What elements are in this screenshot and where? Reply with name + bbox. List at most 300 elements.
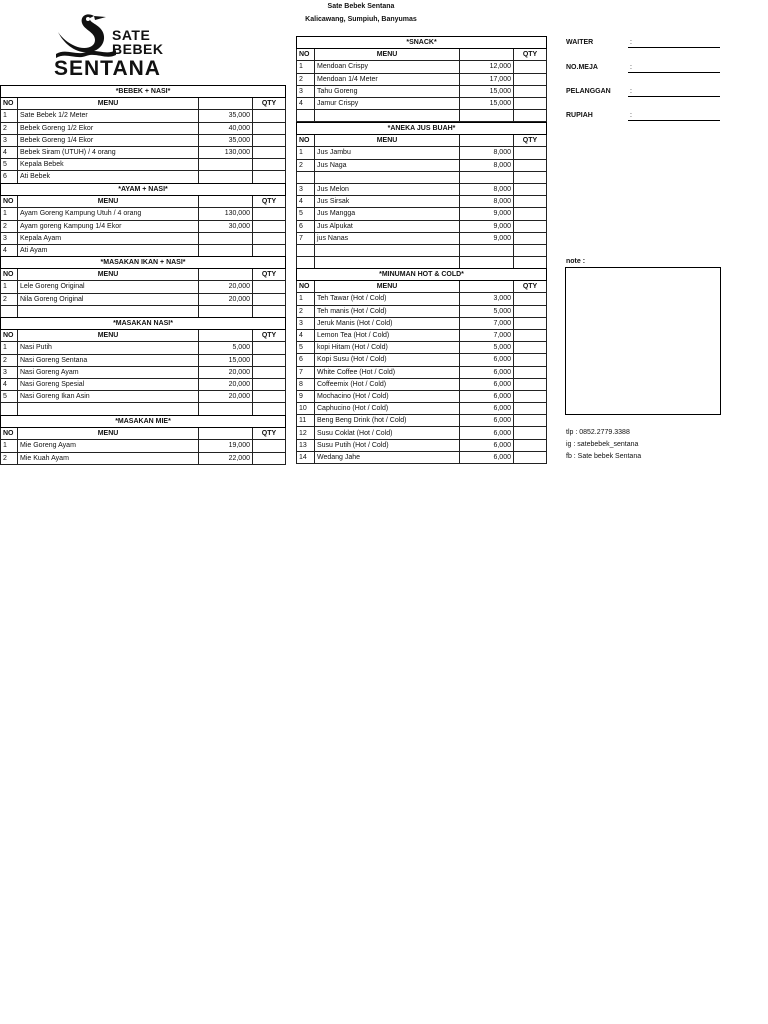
item-no [297, 110, 315, 122]
item-name: Teh Tawar (Hot / Cold) [315, 293, 460, 305]
no-meja-colon: : [630, 64, 632, 71]
item-no: 8 [297, 378, 315, 390]
pelanggan-colon: : [630, 88, 632, 95]
qty-cell[interactable] [253, 452, 286, 464]
menu-row [297, 208, 547, 220]
col-qty-header: QTY [253, 330, 286, 342]
col-no-header: NO [1, 330, 18, 342]
qty-cell[interactable] [514, 196, 547, 208]
item-price [460, 257, 514, 269]
col-no-header: NO [297, 281, 315, 293]
qty-cell[interactable] [253, 440, 286, 452]
section-title: *ANEKA JUS BUAH* [297, 123, 547, 135]
col-price-header [460, 281, 514, 293]
contact-instagram: ig : satebebek_sentana [566, 441, 639, 448]
qty-cell[interactable] [253, 366, 286, 378]
col-menu-header: MENU [18, 196, 199, 208]
menu-row [1, 110, 286, 122]
item-no: 3 [297, 317, 315, 329]
section-title-row [297, 123, 547, 135]
menu-row [1, 391, 286, 403]
item-name: Jus Sirsak [315, 196, 460, 208]
item-no: 2 [1, 122, 18, 134]
item-price: 35,000 [199, 110, 253, 122]
item-name: Mendoan 1/4 Meter [315, 73, 460, 85]
qty-cell[interactable] [253, 342, 286, 354]
item-name [315, 110, 460, 122]
item-no: 1 [1, 440, 18, 452]
qty-cell[interactable] [514, 329, 547, 341]
item-price: 6,000 [460, 390, 514, 402]
column-header-row [1, 269, 286, 281]
qty-cell[interactable] [514, 159, 547, 171]
menu-row [297, 439, 547, 451]
item-no: 1 [1, 110, 18, 122]
item-name: Nasi Goreng Spesial [18, 378, 199, 390]
item-no: 2 [1, 293, 18, 305]
item-price: 22,000 [199, 452, 253, 464]
item-name: Beng Beng Drink (hot / Cold) [315, 415, 460, 427]
menu-row [297, 257, 547, 269]
item-price [199, 232, 253, 244]
item-price: 35,000 [199, 134, 253, 146]
item-name: Nasi Putih [18, 342, 199, 354]
qty-cell[interactable] [514, 183, 547, 195]
col-qty-header: QTY [253, 196, 286, 208]
pelanggan-field[interactable] [628, 96, 720, 97]
item-name [315, 244, 460, 256]
qty-cell[interactable] [253, 391, 286, 403]
item-name: Jus Naga [315, 159, 460, 171]
section-title: *MASAKAN NASI* [1, 318, 286, 330]
item-price: 8,000 [460, 147, 514, 159]
menu-row [297, 317, 547, 329]
section-title: *AYAM + NASI* [1, 184, 286, 196]
item-no [297, 244, 315, 256]
item-no: 14 [297, 451, 315, 463]
menu-row [1, 146, 286, 158]
qty-cell[interactable] [514, 378, 547, 390]
restaurant-logo [52, 10, 176, 80]
qty-cell[interactable] [253, 159, 286, 171]
item-price: 130,000 [199, 146, 253, 158]
item-no: 3 [297, 183, 315, 195]
qty-cell[interactable] [514, 73, 547, 85]
qty-cell[interactable] [514, 171, 547, 183]
col-qty-header: QTY [514, 135, 547, 147]
col-menu-header: MENU [18, 98, 199, 110]
item-price [199, 403, 253, 415]
qty-cell[interactable] [514, 232, 547, 244]
qty-cell[interactable] [514, 439, 547, 451]
item-no: 7 [297, 232, 315, 244]
item-name: Kopi Susu (Hot / Cold) [315, 354, 460, 366]
item-no: 5 [297, 208, 315, 220]
item-no: 2 [1, 452, 18, 464]
item-price: 6,000 [460, 354, 514, 366]
item-price: 9,000 [460, 208, 514, 220]
item-no: 5 [1, 159, 18, 171]
item-price: 7,000 [460, 317, 514, 329]
menu-row [297, 378, 547, 390]
item-name: Mie Kuah Ayam [18, 452, 199, 464]
qty-cell[interactable] [514, 390, 547, 402]
menu-section-masakan-mie [0, 415, 286, 465]
item-price [460, 244, 514, 256]
item-name: Lele Goreng Original [18, 281, 199, 293]
section-title: *SNACK* [297, 37, 547, 49]
logo-text-bebek: BEBEK [112, 41, 164, 57]
section-title-row [1, 86, 286, 98]
qty-cell[interactable] [253, 403, 286, 415]
swan-logo-icon [54, 10, 118, 58]
restaurant-name: Sate Bebek Sentana [327, 3, 395, 10]
item-price: 9,000 [460, 232, 514, 244]
menu-section-jus-buah [296, 122, 547, 269]
qty-cell[interactable] [253, 232, 286, 244]
col-no-header: NO [297, 49, 315, 61]
menu-row [297, 73, 547, 85]
qty-cell[interactable] [514, 85, 547, 97]
menu-row [1, 208, 286, 220]
qty-cell[interactable] [253, 146, 286, 158]
restaurant-address: Kalicawang, Sumpiuh, Banyumas [305, 16, 417, 23]
menu-section-ayam-nasi [0, 183, 286, 257]
item-no: 1 [1, 281, 18, 293]
col-qty-header: QTY [253, 269, 286, 281]
qty-cell[interactable] [514, 305, 547, 317]
item-name: Ati Ayam [18, 244, 199, 256]
col-price-header [199, 98, 253, 110]
menu-row [1, 305, 286, 317]
waiter-colon: : [630, 39, 632, 46]
item-name: Nasi Goreng Ikan Asin [18, 391, 199, 403]
item-no: 1 [297, 147, 315, 159]
menu-row [1, 122, 286, 134]
menu-row [297, 220, 547, 232]
item-name: Susu Coklat (Hot / Cold) [315, 427, 460, 439]
item-price [460, 110, 514, 122]
item-no: 9 [297, 390, 315, 402]
item-price [199, 171, 253, 183]
item-no: 6 [297, 354, 315, 366]
rupiah-colon: : [630, 112, 632, 119]
qty-cell[interactable] [514, 354, 547, 366]
item-price [199, 159, 253, 171]
item-name: Kepala Ayam [18, 232, 199, 244]
qty-cell[interactable] [253, 171, 286, 183]
column-header-row [297, 49, 547, 61]
item-name: Bebek Siram (UTUH) / 4 orang [18, 146, 199, 158]
item-name: Ayam goreng Kampung 1/4 Ekor [18, 220, 199, 232]
item-price: 9,000 [460, 220, 514, 232]
menu-row [1, 342, 286, 354]
section-title-row [1, 318, 286, 330]
menu-row [297, 244, 547, 256]
menu-row [297, 366, 547, 378]
item-no: 4 [1, 378, 18, 390]
item-no: 4 [297, 196, 315, 208]
qty-cell[interactable] [514, 317, 547, 329]
item-name: Mie Goreng Ayam [18, 440, 199, 452]
item-price: 12,000 [460, 61, 514, 73]
item-name: kopi Hitam (Hot / Cold) [315, 342, 460, 354]
qty-cell[interactable] [253, 378, 286, 390]
item-price: 19,000 [199, 440, 253, 452]
col-price-header [199, 196, 253, 208]
qty-cell[interactable] [253, 134, 286, 146]
item-no: 4 [297, 97, 315, 109]
qty-cell[interactable] [514, 97, 547, 109]
item-name: Kepala Bebek [18, 159, 199, 171]
menu-row [1, 134, 286, 146]
rupiah-field[interactable] [628, 120, 720, 121]
qty-cell[interactable] [253, 220, 286, 232]
column-header-row [297, 281, 547, 293]
col-price-header [199, 269, 253, 281]
menu-row [1, 403, 286, 415]
item-no: 10 [297, 403, 315, 415]
qty-cell[interactable] [253, 305, 286, 317]
item-no: 11 [297, 415, 315, 427]
item-price: 6,000 [460, 378, 514, 390]
item-no: 6 [297, 220, 315, 232]
col-no-header: NO [1, 98, 18, 110]
item-name: Bebek Goreng 1/4 Ekor [18, 134, 199, 146]
qty-cell[interactable] [253, 110, 286, 122]
menu-row [297, 232, 547, 244]
item-name: Ati Bebek [18, 171, 199, 183]
item-price: 5,000 [460, 342, 514, 354]
note-box[interactable] [565, 267, 721, 415]
menu-row [297, 329, 547, 341]
menu-row [297, 171, 547, 183]
col-menu-header: MENU [315, 49, 460, 61]
item-no: 3 [1, 232, 18, 244]
item-no [297, 171, 315, 183]
item-no: 2 [297, 305, 315, 317]
item-name: Lemon Tea (Hot / Cold) [315, 329, 460, 341]
column-header-row [1, 196, 286, 208]
item-price: 6,000 [460, 366, 514, 378]
item-no: 2 [297, 73, 315, 85]
item-no: 13 [297, 439, 315, 451]
qty-cell[interactable] [253, 293, 286, 305]
item-name: Nasi Goreng Sentana [18, 354, 199, 366]
qty-cell[interactable] [253, 281, 286, 293]
qty-cell[interactable] [514, 427, 547, 439]
menu-row [297, 390, 547, 402]
item-price: 20,000 [199, 281, 253, 293]
qty-cell[interactable] [514, 61, 547, 73]
menu-row [297, 305, 547, 317]
qty-cell[interactable] [514, 451, 547, 463]
item-price: 5,000 [199, 342, 253, 354]
menu-row [1, 440, 286, 452]
item-price: 8,000 [460, 196, 514, 208]
no-meja-field[interactable] [628, 72, 720, 73]
item-no: 1 [1, 208, 18, 220]
menu-row [1, 293, 286, 305]
item-no: 2 [1, 354, 18, 366]
section-title: *MASAKAN MIE* [1, 416, 286, 428]
item-no: 3 [297, 85, 315, 97]
item-price: 15,000 [460, 85, 514, 97]
item-no: 1 [297, 293, 315, 305]
menu-row [297, 354, 547, 366]
menu-row [297, 97, 547, 109]
col-no-header: NO [1, 269, 18, 281]
menu-row [297, 183, 547, 195]
qty-cell[interactable] [514, 342, 547, 354]
item-name: Jamur Crispy [315, 97, 460, 109]
menu-row [297, 147, 547, 159]
qty-cell[interactable] [514, 147, 547, 159]
item-no: 3 [1, 366, 18, 378]
item-price: 20,000 [199, 366, 253, 378]
qty-cell[interactable] [514, 403, 547, 415]
item-name: Nasi Goreng Ayam [18, 366, 199, 378]
item-price: 6,000 [460, 439, 514, 451]
item-no: 1 [1, 342, 18, 354]
item-price: 6,000 [460, 451, 514, 463]
item-price [199, 305, 253, 317]
item-name: Teh manis (Hot / Cold) [315, 305, 460, 317]
rupiah-label: RUPIAH [566, 112, 593, 119]
item-no [1, 305, 18, 317]
qty-cell[interactable] [514, 110, 547, 122]
item-no: 4 [297, 329, 315, 341]
item-name: Mochacino (Hot / Cold) [315, 390, 460, 402]
column-header-row [1, 98, 286, 110]
menu-section-ikan-nasi [0, 256, 286, 318]
item-no: 12 [297, 427, 315, 439]
col-menu-header: MENU [315, 135, 460, 147]
section-title: *MINUMAN HOT & COLD* [297, 269, 547, 281]
col-price-header [199, 330, 253, 342]
item-price: 20,000 [199, 391, 253, 403]
item-price: 8,000 [460, 159, 514, 171]
col-price-header [460, 135, 514, 147]
col-qty-header: QTY [514, 281, 547, 293]
menu-row [1, 171, 286, 183]
item-no: 2 [1, 220, 18, 232]
qty-cell[interactable] [253, 354, 286, 366]
col-menu-header: MENU [315, 281, 460, 293]
qty-cell[interactable] [253, 122, 286, 134]
menu-row [297, 196, 547, 208]
menu-row [1, 232, 286, 244]
menu-row [297, 85, 547, 97]
item-name: Jeruk Manis (Hot / Cold) [315, 317, 460, 329]
item-name: Sate Bebek 1/2 Meter [18, 110, 199, 122]
section-title-row [297, 269, 547, 281]
item-name: Jus Alpukat [315, 220, 460, 232]
item-name: Jus Melon [315, 183, 460, 195]
qty-cell[interactable] [514, 257, 547, 269]
item-no: 1 [297, 61, 315, 73]
qty-cell[interactable] [514, 293, 547, 305]
qty-cell[interactable] [514, 366, 547, 378]
menu-section-minuman [296, 268, 547, 464]
column-header-row [297, 135, 547, 147]
item-name [18, 403, 199, 415]
col-price-header [460, 49, 514, 61]
waiter-field[interactable] [628, 47, 720, 48]
no-meja-label: NO.MEJA [566, 64, 598, 71]
item-name: Wedang Jahe [315, 451, 460, 463]
menu-row [1, 220, 286, 232]
qty-cell[interactable] [514, 244, 547, 256]
item-no: 7 [297, 366, 315, 378]
item-no: 5 [1, 391, 18, 403]
item-price: 5,000 [460, 305, 514, 317]
item-price: 30,000 [199, 220, 253, 232]
item-name: Nila Goreng Original [18, 293, 199, 305]
item-name: Jus Mangga [315, 208, 460, 220]
item-price: 3,000 [460, 293, 514, 305]
item-price: 6,000 [460, 427, 514, 439]
col-no-header: NO [1, 428, 18, 440]
item-price: 20,000 [199, 293, 253, 305]
logo-text-sentana: SENTANA [54, 57, 161, 80]
qty-cell[interactable] [514, 220, 547, 232]
menu-row [297, 293, 547, 305]
item-price: 15,000 [460, 97, 514, 109]
item-name: Coffeemix (Hot / Cold) [315, 378, 460, 390]
col-qty-header: QTY [253, 428, 286, 440]
note-label: note : [566, 258, 586, 265]
menu-section-bebek-nasi [0, 85, 286, 184]
item-no [1, 403, 18, 415]
menu-row [297, 403, 547, 415]
item-price: 40,000 [199, 122, 253, 134]
qty-cell[interactable] [253, 244, 286, 256]
item-name: Mendoan Crispy [315, 61, 460, 73]
item-name: Ayam Goreng Kampung Utuh / 4 orang [18, 208, 199, 220]
item-name: jus Nanas [315, 232, 460, 244]
item-price: 20,000 [199, 378, 253, 390]
item-name: White Coffee (Hot / Cold) [315, 366, 460, 378]
qty-cell[interactable] [514, 415, 547, 427]
col-no-header: NO [1, 196, 18, 208]
menu-row [1, 159, 286, 171]
item-price: 6,000 [460, 403, 514, 415]
item-name [315, 257, 460, 269]
qty-cell[interactable] [253, 208, 286, 220]
menu-row [1, 452, 286, 464]
logo-text-sate: SATE [112, 27, 151, 43]
menu-row [297, 61, 547, 73]
item-no: 5 [297, 342, 315, 354]
qty-cell[interactable] [514, 208, 547, 220]
menu-section-masakan-nasi [0, 317, 286, 416]
item-name [18, 305, 199, 317]
section-title-row [1, 257, 286, 269]
section-title: *BEBEK + NASI* [1, 86, 286, 98]
menu-row [297, 415, 547, 427]
col-menu-header: MENU [18, 330, 199, 342]
item-no [297, 257, 315, 269]
menu-row [297, 342, 547, 354]
menu-row [1, 244, 286, 256]
item-no: 6 [1, 171, 18, 183]
waiter-label: WAITER [566, 39, 594, 46]
item-price: 130,000 [199, 208, 253, 220]
item-no: 3 [1, 134, 18, 146]
item-name: Bebek Goreng 1/2 Ekor [18, 122, 199, 134]
item-name: Susu Putih (Hot / Cold) [315, 439, 460, 451]
